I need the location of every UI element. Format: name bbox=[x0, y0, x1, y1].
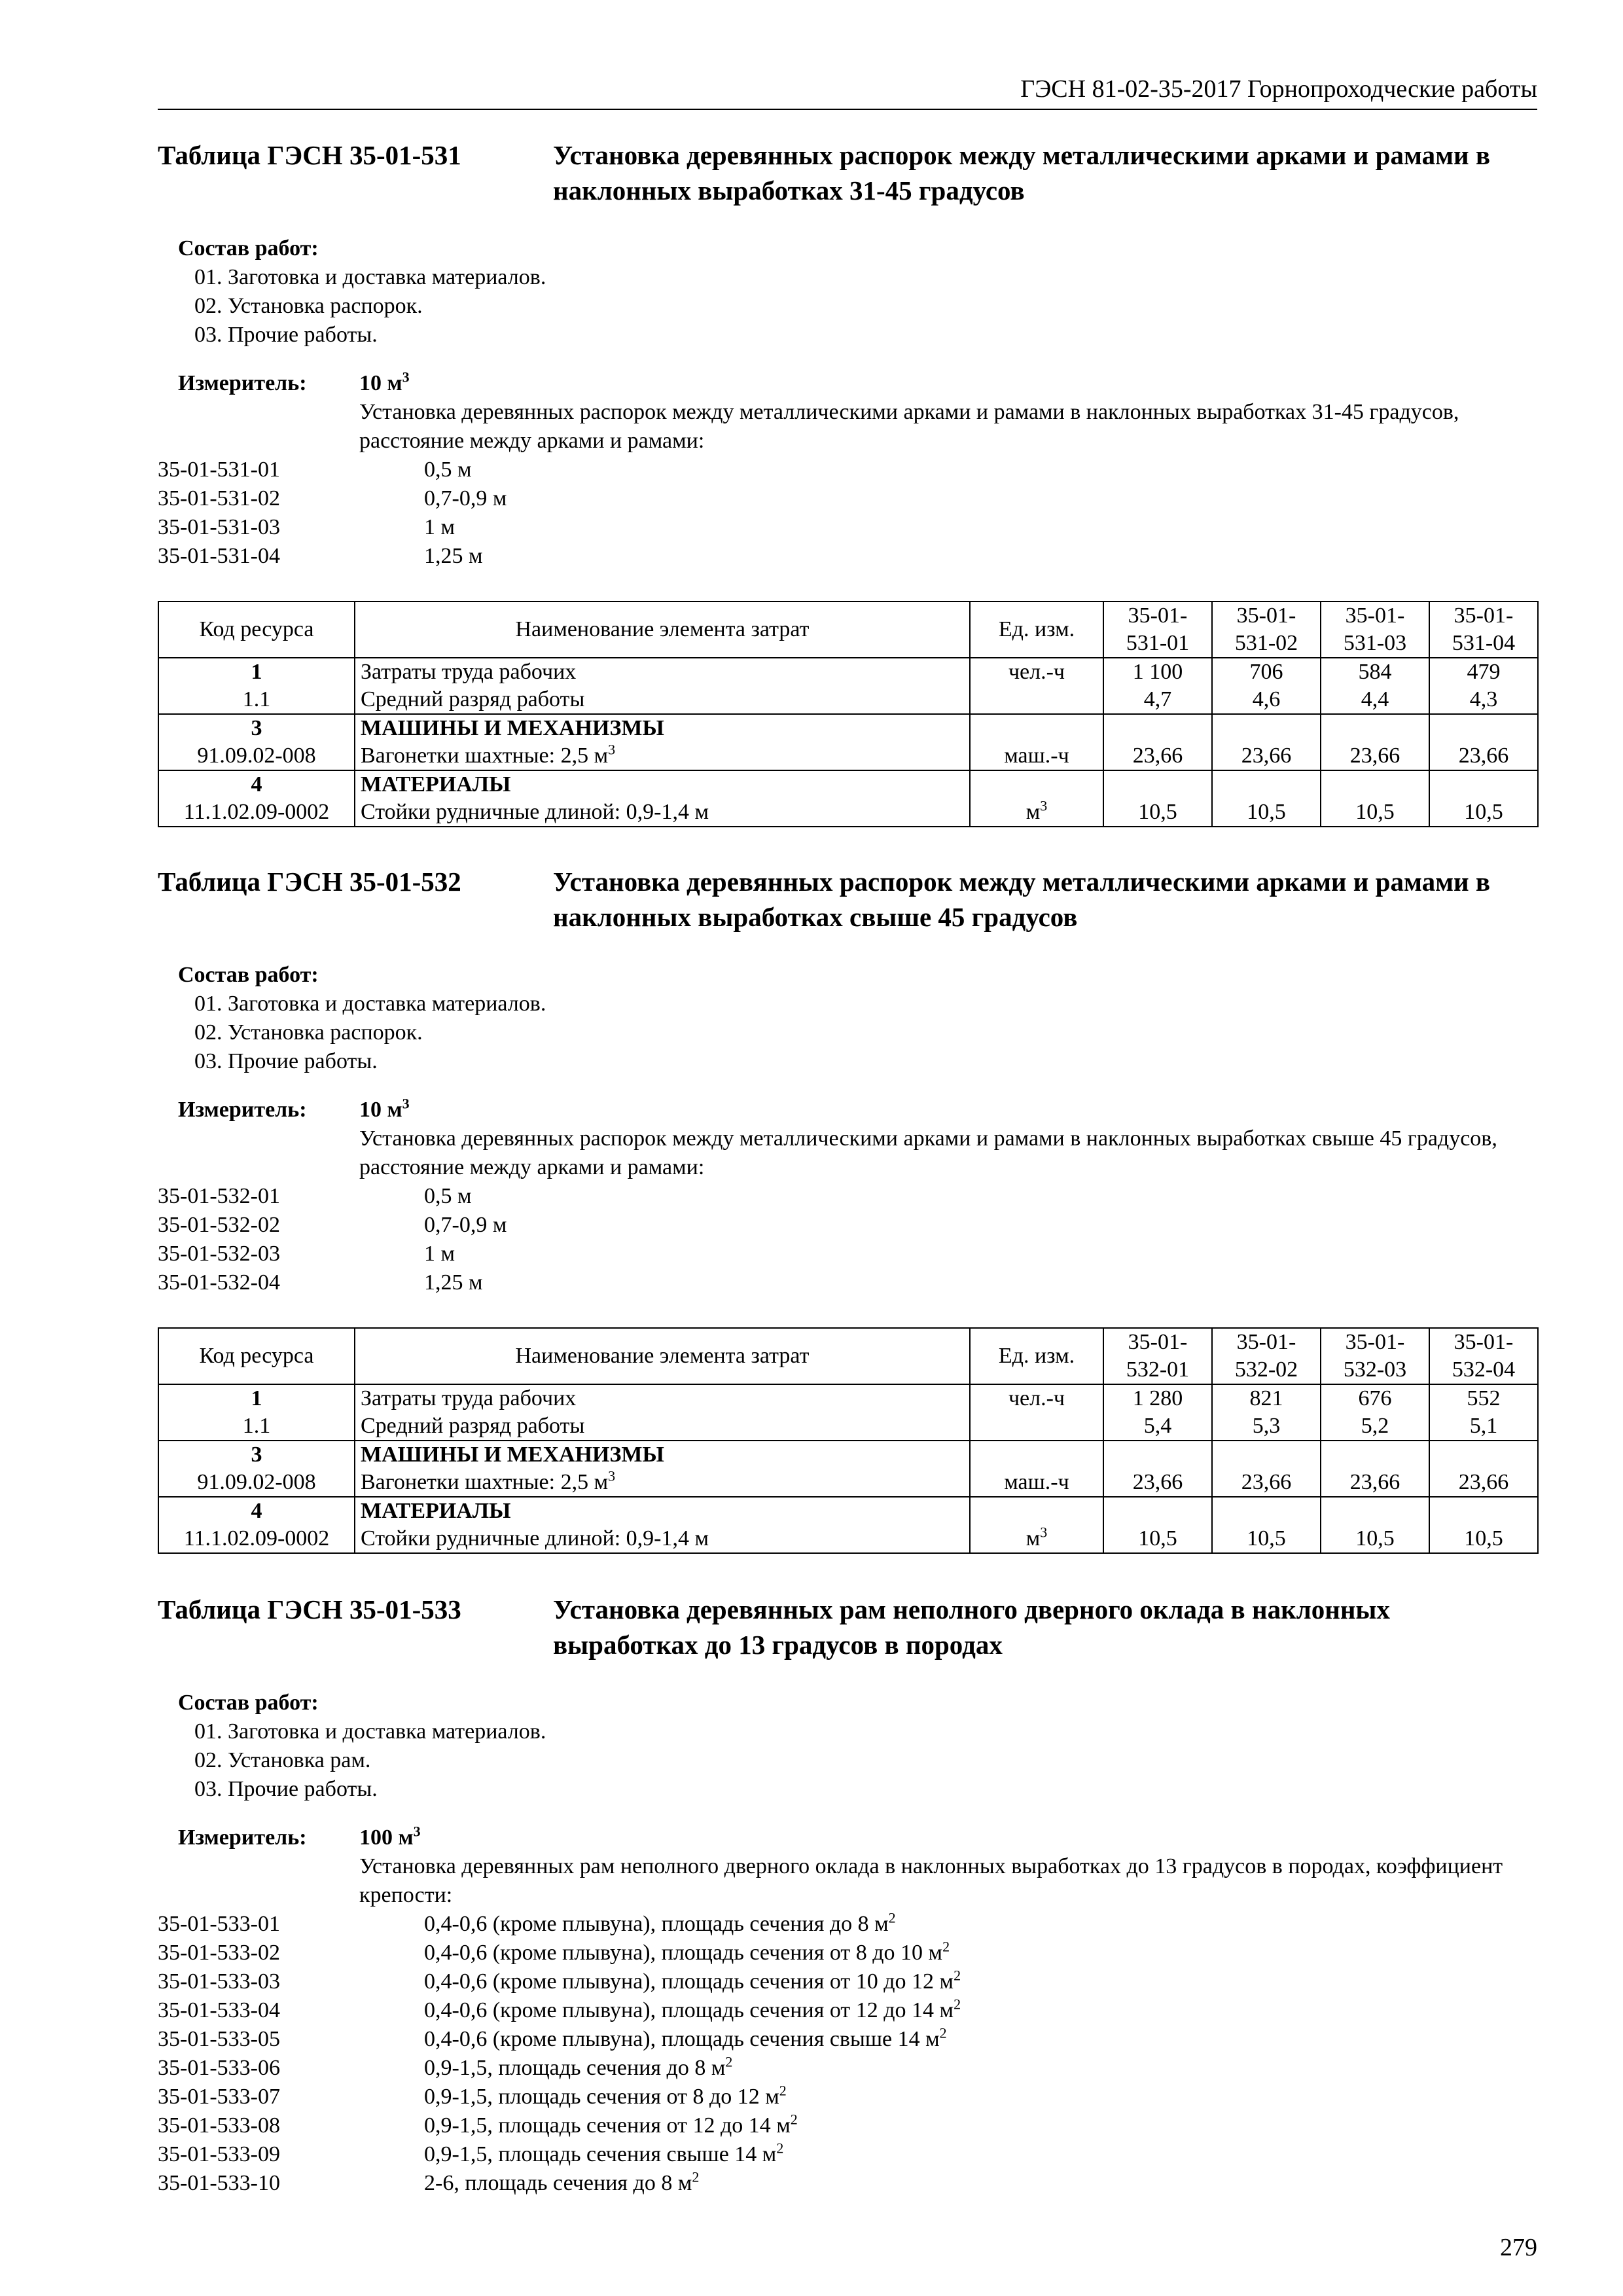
column-header: Ед. изм. bbox=[970, 1328, 1103, 1384]
works-item: 01. Заготовка и доставка материалов. bbox=[194, 1719, 546, 1744]
cell-code: 1.1 bbox=[158, 1412, 355, 1441]
works-item: 01. Заготовка и доставка материалов. bbox=[194, 265, 546, 289]
cell-value: 552 bbox=[1429, 1384, 1538, 1412]
code-row bbox=[158, 1996, 1537, 2025]
works-title: Состав работ: bbox=[178, 236, 319, 260]
norm-section-531 bbox=[158, 137, 1537, 827]
norm-code: 35-01-533-07 bbox=[158, 2085, 280, 2109]
column-header: 35-01-531-04 bbox=[1429, 601, 1538, 658]
code-row bbox=[158, 1939, 1537, 1967]
cell-code: 3 bbox=[158, 1441, 355, 1469]
cell-name: Стойки рудничные длиной: 0,9-1,4 м bbox=[355, 1525, 970, 1553]
table-title: Установка деревянных рам неполного дверного оклада в наклонных выработках до 13 градусов в породах bbox=[553, 1594, 1390, 1660]
norm-code: 35-01-531-04 bbox=[158, 544, 280, 568]
header-title: ГЭСН 81-02-35-2017 Горнопроходческие работы bbox=[1020, 75, 1537, 103]
cell-value: 23,66 bbox=[1321, 1469, 1429, 1497]
column-header: 35-01-532-04 bbox=[1429, 1328, 1538, 1384]
norm-code: 35-01-533-10 bbox=[158, 2171, 280, 2195]
cell-empty bbox=[1103, 714, 1212, 742]
cell-code: 1 bbox=[158, 658, 355, 686]
meter-description: Установка деревянных рам неполного дверного оклада в наклонных выработках до 13 градусов в породах, коэффициент крепости: bbox=[359, 1854, 1503, 1907]
column-header: Код ресурса bbox=[158, 1328, 355, 1384]
meter-unit: 100 $м^3$ bbox=[359, 1823, 421, 1850]
code-row bbox=[158, 1182, 1537, 1211]
section-title bbox=[158, 1592, 1537, 1662]
cell-value: 584 bbox=[1321, 658, 1429, 686]
works-item: 03. Прочие работы. bbox=[194, 323, 378, 347]
norm-code-desc: 1 м bbox=[424, 1242, 455, 1266]
cell-empty bbox=[1212, 1497, 1321, 1525]
cell-name: Стойки рудничные длиной: 0,9-1,4 м bbox=[355, 798, 970, 827]
table-row bbox=[158, 1384, 1538, 1412]
norm-code-desc: 0,5 м bbox=[424, 1184, 472, 1208]
cell-value: 23,66 bbox=[1103, 742, 1212, 770]
cell-empty bbox=[1429, 1497, 1538, 1525]
code-row bbox=[158, 1211, 1537, 1240]
cell-name: Затраты труда рабочих bbox=[355, 1384, 970, 1412]
cell-empty bbox=[1429, 1441, 1538, 1469]
works-item: 03. Прочие работы. bbox=[194, 1777, 378, 1801]
cell-empty bbox=[1103, 1441, 1212, 1469]
code-row bbox=[158, 2140, 1537, 2169]
table-row bbox=[158, 770, 1538, 798]
norm-code: 35-01-531-01 bbox=[158, 457, 280, 482]
works-title: Состав работ: bbox=[178, 1691, 319, 1715]
code-row bbox=[158, 513, 1537, 542]
norm-code-desc: 0,4-0,6 (кроме плывуна), площадь сечения до 8 $м^2$ bbox=[424, 1909, 896, 1936]
section-title bbox=[158, 864, 1537, 935]
norm-code: 35-01-533-02 bbox=[158, 1941, 280, 1965]
cell-name: МАТЕРИАЛЫ bbox=[355, 1497, 970, 1525]
norm-code: 35-01-532-01 bbox=[158, 1184, 280, 1208]
cell-value: 23,66 bbox=[1321, 742, 1429, 770]
norm-code: 35-01-533-04 bbox=[158, 1998, 280, 2022]
column-header: 35-01-532-01 bbox=[1103, 1328, 1212, 1384]
cell-unit: $м^3$ bbox=[970, 1525, 1103, 1553]
code-row bbox=[158, 2054, 1537, 2083]
cell-value: 5,3 bbox=[1212, 1412, 1321, 1441]
cell-value: 4,4 bbox=[1321, 686, 1429, 714]
cell-code: 11.1.02.09-0002 bbox=[158, 1525, 355, 1553]
meter-description: Установка деревянных распорок между металлическими арками и рамами в наклонных выработках свыше 45 градусов, расстояние между арками и рамами: bbox=[359, 1126, 1497, 1179]
meter-row bbox=[158, 369, 1537, 398]
cell-empty bbox=[1321, 770, 1429, 798]
cell-value: 4,7 bbox=[1103, 686, 1212, 714]
cell-empty bbox=[970, 1497, 1103, 1525]
works-item: 03. Прочие работы. bbox=[194, 1049, 378, 1073]
cell-value: 1 280 bbox=[1103, 1384, 1212, 1412]
norm-code: 35-01-533-08 bbox=[158, 2113, 280, 2138]
cell-name: МАШИНЫ И МЕХАНИЗМЫ bbox=[355, 1441, 970, 1469]
works-title: Состав работ: bbox=[178, 963, 319, 987]
code-row bbox=[158, 2169, 1537, 2198]
resource-table bbox=[158, 601, 1539, 827]
norm-code-desc: 0,9-1,5, площадь сечения свыше 14 $м^2$ bbox=[424, 2140, 784, 2166]
norm-code: 35-01-533-06 bbox=[158, 2056, 280, 2080]
table-row bbox=[158, 1441, 1538, 1469]
code-row bbox=[158, 542, 1537, 571]
cell-value: 821 bbox=[1212, 1384, 1321, 1412]
norm-code-desc: 0,7-0,9 м bbox=[424, 1213, 507, 1237]
cell-name: Вагонетки шахтные: 2,5 $м^3$ bbox=[355, 1469, 970, 1497]
cell-empty bbox=[1321, 1497, 1429, 1525]
cell-empty bbox=[1321, 1441, 1429, 1469]
page-header bbox=[158, 75, 1537, 110]
table-label: Таблица ГЭСН 35-01-533 bbox=[158, 1594, 461, 1624]
code-row bbox=[158, 2025, 1537, 2054]
column-header: Наименование элемента затрат bbox=[355, 601, 970, 658]
cell-code: 91.09.02-008 bbox=[158, 1469, 355, 1497]
cell-empty bbox=[970, 714, 1103, 742]
meter-label: Измеритель: bbox=[178, 371, 307, 395]
code-row bbox=[158, 1240, 1537, 1268]
cell-code: 1 bbox=[158, 1384, 355, 1412]
norm-code-desc: 0,4-0,6 (кроме плывуна), площадь сечения от 10 до 12 $м^2$ bbox=[424, 1967, 961, 1994]
cell-name: Вагонетки шахтные: 2,5 $м^3$ bbox=[355, 742, 970, 770]
cell-unit bbox=[970, 1412, 1103, 1441]
cell-empty bbox=[1212, 714, 1321, 742]
code-row bbox=[158, 456, 1537, 484]
works-item: 02. Установка распорок. bbox=[194, 1020, 423, 1045]
cell-value: 4,6 bbox=[1212, 686, 1321, 714]
cell-empty bbox=[970, 770, 1103, 798]
works-item: 01. Заготовка и доставка материалов. bbox=[194, 992, 546, 1016]
cell-empty bbox=[970, 1441, 1103, 1469]
norm-code: 35-01-533-01 bbox=[158, 1912, 280, 1936]
cell-value: 10,5 bbox=[1429, 1525, 1538, 1553]
cell-value: 4,3 bbox=[1429, 686, 1538, 714]
meter-unit: 10 $м^3$ bbox=[359, 1095, 410, 1122]
norm-code: 35-01-533-05 bbox=[158, 2027, 280, 2051]
cell-value: 10,5 bbox=[1103, 1525, 1212, 1553]
cell-code: 1.1 bbox=[158, 686, 355, 714]
norm-code: 35-01-532-03 bbox=[158, 1242, 280, 1266]
works-item: 02. Установка распорок. bbox=[194, 294, 423, 318]
column-header: Ед. изм. bbox=[970, 601, 1103, 658]
norm-section-533 bbox=[158, 1592, 1537, 2198]
cell-value: 10,5 bbox=[1212, 798, 1321, 827]
page-number: 279 bbox=[1500, 2234, 1537, 2261]
table-row bbox=[158, 714, 1538, 742]
cell-value: 479 bbox=[1429, 658, 1538, 686]
cell-unit: $м^3$ bbox=[970, 798, 1103, 827]
cell-code: 3 bbox=[158, 714, 355, 742]
table-row bbox=[158, 1469, 1538, 1497]
table-row bbox=[158, 1525, 1538, 1553]
norm-code-desc: 1 м bbox=[424, 515, 455, 539]
cell-value: 5,1 bbox=[1429, 1412, 1538, 1441]
cell-code: 91.09.02-008 bbox=[158, 742, 355, 770]
code-row bbox=[158, 484, 1537, 513]
norm-code-desc: 0,4-0,6 (кроме плывуна), площадь сечения от 12 до 14 $м^2$ bbox=[424, 1996, 961, 2022]
meter-label: Измеритель: bbox=[178, 1825, 307, 1850]
table-header-row bbox=[158, 601, 1538, 658]
norm-code-desc: 0,5 м bbox=[424, 457, 472, 482]
cell-code: 11.1.02.09-0002 bbox=[158, 798, 355, 827]
cell-name: Средний разряд работы bbox=[355, 686, 970, 714]
cell-value: 23,66 bbox=[1429, 742, 1538, 770]
cell-empty bbox=[1429, 714, 1538, 742]
table-row bbox=[158, 686, 1538, 714]
cell-unit: чел.-ч bbox=[970, 658, 1103, 686]
table-row bbox=[158, 798, 1538, 827]
cell-code: 4 bbox=[158, 770, 355, 798]
cell-unit bbox=[970, 686, 1103, 714]
code-row bbox=[158, 1967, 1537, 1996]
meter-unit: 10 $м^3$ bbox=[359, 368, 410, 395]
cell-value: 10,5 bbox=[1103, 798, 1212, 827]
table-row bbox=[158, 1412, 1538, 1441]
cell-empty bbox=[1321, 714, 1429, 742]
table-row bbox=[158, 658, 1538, 686]
table-title: Установка деревянных распорок между металлическими арками и рамами в наклонных выработках свыше 45 градусов bbox=[553, 867, 1491, 932]
table-row bbox=[158, 1497, 1538, 1525]
column-header: 35-01-532-03 bbox=[1321, 1328, 1429, 1384]
norm-code: 35-01-531-03 bbox=[158, 515, 280, 539]
meter-row bbox=[158, 1096, 1537, 1124]
column-header: Код ресурса bbox=[158, 601, 355, 658]
norm-code-desc: 2-6, площадь сечения до 8 $м^2$ bbox=[424, 2168, 700, 2195]
column-header: 35-01-531-02 bbox=[1212, 601, 1321, 658]
norm-code: 35-01-532-04 bbox=[158, 1270, 280, 1295]
norm-code-desc: 0,4-0,6 (кроме плывуна), площадь сечения от 8 до 10 $м^2$ bbox=[424, 1938, 950, 1965]
norm-code-desc: 0,9-1,5, площадь сечения до 8 $м^2$ bbox=[424, 2053, 733, 2080]
table-label: Таблица ГЭСН 35-01-532 bbox=[158, 867, 461, 897]
norm-section-532 bbox=[158, 864, 1537, 1554]
meter-description: Установка деревянных распорок между металлическими арками и рамами в наклонных выработках 31-45 градусов, расстояние между арками и рамами: bbox=[359, 400, 1459, 453]
cell-value: 10,5 bbox=[1429, 798, 1538, 827]
cell-unit: чел.-ч bbox=[970, 1384, 1103, 1412]
cell-name: МАТЕРИАЛЫ bbox=[355, 770, 970, 798]
norm-code-desc: 0,9-1,5, площадь сечения от 8 до 12 $м^2$ bbox=[424, 2082, 787, 2109]
norm-code: 35-01-533-03 bbox=[158, 1969, 280, 1994]
cell-empty bbox=[1103, 1497, 1212, 1525]
cell-value: 5,4 bbox=[1103, 1412, 1212, 1441]
cell-value: 23,66 bbox=[1212, 1469, 1321, 1497]
cell-unit: маш.-ч bbox=[970, 1469, 1103, 1497]
cell-value: 23,66 bbox=[1429, 1469, 1538, 1497]
cell-code: 4 bbox=[158, 1497, 355, 1525]
column-header: 35-01-531-03 bbox=[1321, 601, 1429, 658]
cell-value: 23,66 bbox=[1103, 1469, 1212, 1497]
cell-value: 5,2 bbox=[1321, 1412, 1429, 1441]
column-header: 35-01-531-01 bbox=[1103, 601, 1212, 658]
cell-empty bbox=[1212, 770, 1321, 798]
norm-code: 35-01-532-02 bbox=[158, 1213, 280, 1237]
cell-value: 676 bbox=[1321, 1384, 1429, 1412]
meter-label: Измеритель: bbox=[178, 1098, 307, 1122]
cell-value: 10,5 bbox=[1321, 1525, 1429, 1553]
table-header-row bbox=[158, 1328, 1538, 1384]
cell-name: МАШИНЫ И МЕХАНИЗМЫ bbox=[355, 714, 970, 742]
cell-value: 10,5 bbox=[1321, 798, 1429, 827]
cell-empty bbox=[1429, 770, 1538, 798]
cell-name: Затраты труда рабочих bbox=[355, 658, 970, 686]
column-header: Наименование элемента затрат bbox=[355, 1328, 970, 1384]
meter-row bbox=[158, 1823, 1537, 1852]
norm-code: 35-01-531-02 bbox=[158, 486, 280, 511]
norm-code-desc: 0,7-0,9 м bbox=[424, 486, 507, 511]
cell-name: Средний разряд работы bbox=[355, 1412, 970, 1441]
column-header: 35-01-532-02 bbox=[1212, 1328, 1321, 1384]
table-title: Установка деревянных распорок между металлическими арками и рамами в наклонных выработках 31-45 градусов bbox=[553, 140, 1491, 206]
cell-value: 10,5 bbox=[1212, 1525, 1321, 1553]
code-row bbox=[158, 1268, 1537, 1297]
resource-table bbox=[158, 1327, 1539, 1554]
cell-value: 1 100 bbox=[1103, 658, 1212, 686]
table-label: Таблица ГЭСН 35-01-531 bbox=[158, 140, 461, 170]
cell-unit: маш.-ч bbox=[970, 742, 1103, 770]
code-row bbox=[158, 1910, 1537, 1939]
code-row bbox=[158, 2083, 1537, 2111]
norm-code-desc: 1,25 м bbox=[424, 544, 483, 568]
section-title bbox=[158, 137, 1537, 208]
cell-empty bbox=[1212, 1441, 1321, 1469]
works-item: 02. Установка рам. bbox=[194, 1748, 371, 1772]
cell-empty bbox=[1103, 770, 1212, 798]
norm-code-desc: 1,25 м bbox=[424, 1270, 483, 1295]
norm-code: 35-01-533-09 bbox=[158, 2142, 280, 2166]
cell-value: 23,66 bbox=[1212, 742, 1321, 770]
table-row bbox=[158, 742, 1538, 770]
norm-code-desc: 0,4-0,6 (кроме плывуна), площадь сечения свыше 14 $м^2$ bbox=[424, 2024, 947, 2051]
norm-code-desc: 0,9-1,5, площадь сечения от 12 до 14 $м^2$ bbox=[424, 2111, 798, 2138]
cell-value: 706 bbox=[1212, 658, 1321, 686]
code-row bbox=[158, 2111, 1537, 2140]
